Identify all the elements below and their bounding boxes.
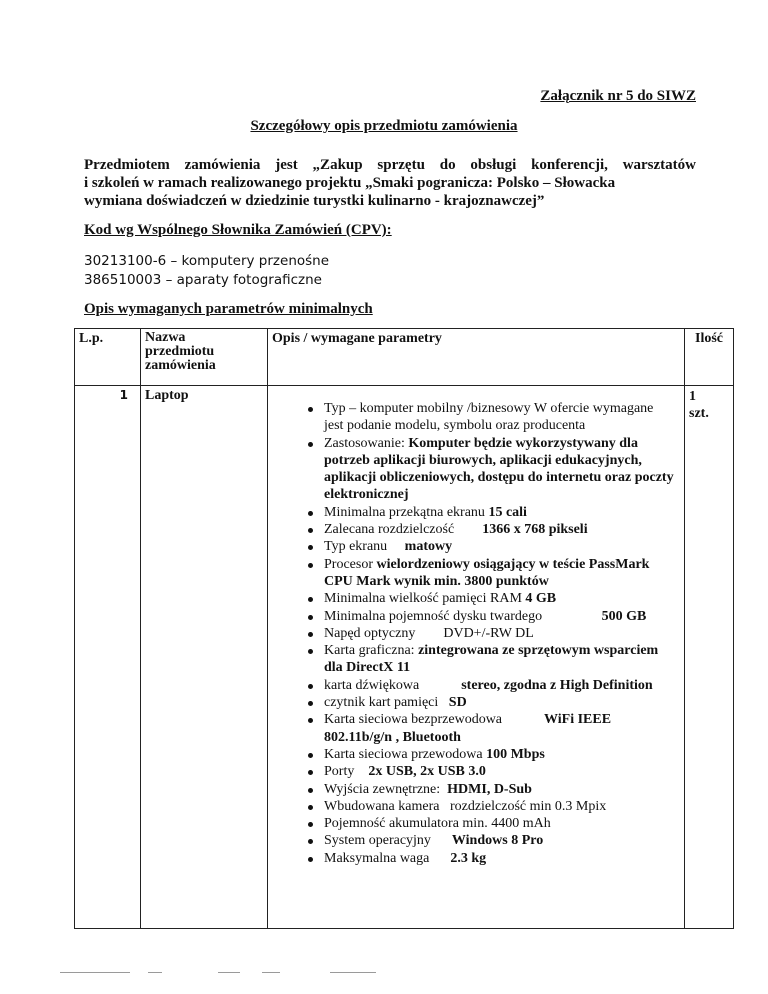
parameter-value: WiFi IEEE 802.11b/g/n , Bluetooth bbox=[324, 712, 612, 745]
parameter-item bbox=[324, 642, 676, 677]
params-heading: Opis wymaganych parametrów minimalnych bbox=[84, 301, 373, 317]
parameter-label: Wyjścia zewnętrzne: bbox=[324, 781, 448, 797]
parameter-value: 4 GB bbox=[525, 591, 557, 607]
header-lp: L.p. bbox=[75, 329, 141, 386]
parameter-value: stereo, zgodna z High Definition bbox=[461, 677, 653, 693]
parameter-label: System operacyjny bbox=[324, 833, 452, 849]
parameter-item bbox=[324, 850, 676, 867]
parameter-item bbox=[324, 677, 676, 694]
parameter-label: Napęd optyczny DVD+/-RW DL bbox=[324, 625, 534, 641]
parameter-item bbox=[324, 815, 676, 832]
parameter-label: Minimalna przekątna ekranu bbox=[324, 504, 489, 520]
table-row bbox=[75, 386, 734, 929]
parameter-item bbox=[324, 608, 676, 625]
parameter-label: Zastosowanie: bbox=[324, 435, 409, 451]
parameter-label: Maksymalna waga bbox=[324, 850, 451, 866]
parameter-value: 500 GB bbox=[601, 608, 647, 624]
parameter-item bbox=[324, 763, 676, 780]
table-header-row bbox=[75, 329, 734, 386]
annex-label: Załącznik nr 5 do SIWZ bbox=[540, 88, 696, 104]
parameter-label: karta dźwiękowa bbox=[324, 677, 462, 693]
parameter-label: Porty bbox=[324, 764, 369, 780]
parameter-label: Typ ekranu bbox=[324, 539, 405, 555]
parameter-item bbox=[324, 504, 676, 521]
parameter-label: Pojemność akumulatora min. 4400 mAh bbox=[324, 816, 551, 832]
scan-artifact-line bbox=[60, 972, 130, 973]
parameter-value: zintegrowana ze sprzętowym wsparciem dla DirectX 11 bbox=[324, 643, 659, 676]
cpv-code-item: 30213100-6 – komputery przenośne bbox=[84, 253, 330, 269]
parameter-item bbox=[324, 435, 676, 504]
parameter-item bbox=[324, 694, 676, 711]
parameter-item bbox=[324, 556, 676, 591]
parameter-label: Karta graficzna: bbox=[324, 643, 419, 659]
parameter-label: Minimalna pojemność dysku twardego bbox=[324, 608, 602, 624]
intro-line-1: Przedmiotem zamówienia jest „Zakup sprzętu do obsługi konferencji, warsztatów bbox=[84, 157, 696, 173]
specification-table bbox=[74, 328, 734, 929]
parameter-label: Minimalna wielkość pamięci RAM bbox=[324, 591, 526, 607]
parameter-item bbox=[324, 711, 676, 746]
scan-artifact-line bbox=[262, 972, 280, 973]
parameter-value: 100 Mbps bbox=[486, 746, 545, 762]
parameter-item bbox=[324, 521, 676, 538]
scan-artifact-line bbox=[218, 972, 240, 973]
parameter-label: Karta sieciowa przewodowa bbox=[324, 746, 487, 762]
header-description: Opis / wymagane parametry bbox=[268, 329, 685, 386]
header-name bbox=[141, 329, 268, 386]
header-name-line: zamówienia bbox=[145, 358, 216, 373]
row-quantity bbox=[685, 386, 734, 929]
row-lp: 1 bbox=[75, 386, 141, 929]
parameter-value: SD bbox=[448, 695, 467, 711]
parameter-label: Procesor bbox=[324, 556, 377, 572]
cpv-codes-list bbox=[84, 252, 329, 290]
parameter-item bbox=[324, 625, 676, 642]
parameter-value: HDMI, D-Sub bbox=[447, 781, 532, 797]
parameter-value: Windows 8 Pro bbox=[451, 833, 544, 849]
parameter-label: Wbudowana kamera rozdzielczość min 0.3 Mpix bbox=[324, 798, 607, 814]
quantity-unit: szt. bbox=[689, 406, 709, 421]
parameter-value: 2.3 kg bbox=[450, 850, 487, 866]
row-description bbox=[268, 386, 685, 929]
parameter-item bbox=[324, 746, 676, 763]
parameter-item bbox=[324, 781, 676, 798]
cpv-heading: Kod wg Wspólnego Słownika Zamówień (CPV): bbox=[84, 222, 392, 238]
row-name: Laptop bbox=[141, 386, 268, 929]
parameter-label: Typ – komputer mobilny /biznesowy W ofercie wymagane jest podanie modelu, symbolu oraz producenta bbox=[324, 401, 657, 434]
parameter-value: 1366 x 768 pikseli bbox=[482, 522, 588, 538]
header-name-line: przedmiotu bbox=[145, 344, 215, 359]
parameter-value: wielordzeniowy osiągający w teście PassMark CPU Mark wynik min. 3800 punktów bbox=[324, 556, 650, 589]
parameter-label: czytnik kart pamięci bbox=[324, 695, 449, 711]
intro-line-2: i szkoleń w ramach realizowanego projektu „Smaki pogranicza: Polsko – Słowacka bbox=[84, 175, 616, 191]
parameter-item bbox=[324, 538, 676, 555]
parameter-item bbox=[324, 400, 676, 435]
header-quantity: Ilość bbox=[685, 329, 734, 386]
quantity-value: 1 bbox=[689, 389, 696, 404]
intro-line-3: wymiana doświadczeń w dziedzinie turystki kulinarno - krajoznawczej” bbox=[84, 193, 545, 209]
parameter-item bbox=[324, 798, 676, 815]
document-title: Szczegółowy opis przedmiotu zamówienia bbox=[250, 118, 518, 134]
parameter-item bbox=[324, 590, 676, 607]
parameter-value: Komputer będzie wykorzystywany dla potrzeb aplikacji biurowych, aplikacji edukacyjnych, aplikacji obliczeniowych, dostępu do internetu oraz poczty elektronicznej bbox=[324, 435, 674, 503]
parameter-value: 15 cali bbox=[488, 504, 527, 520]
cpv-code-item: 386510003 – aparaty fotograficzne bbox=[84, 272, 322, 288]
parameter-item bbox=[324, 832, 676, 849]
parameter-value: matowy bbox=[404, 539, 453, 555]
scan-artifact-line bbox=[148, 972, 162, 973]
scan-artifact-line bbox=[330, 972, 376, 973]
parameters-list bbox=[268, 400, 676, 867]
parameter-value: 2x USB, 2x USB 3.0 bbox=[368, 764, 486, 780]
header-name-line: Nazwa bbox=[145, 330, 186, 345]
parameter-label: Zalecana rozdzielczość bbox=[324, 522, 483, 538]
intro-paragraph bbox=[84, 156, 696, 210]
parameter-label: Karta sieciowa bezprzewodowa bbox=[324, 712, 545, 728]
